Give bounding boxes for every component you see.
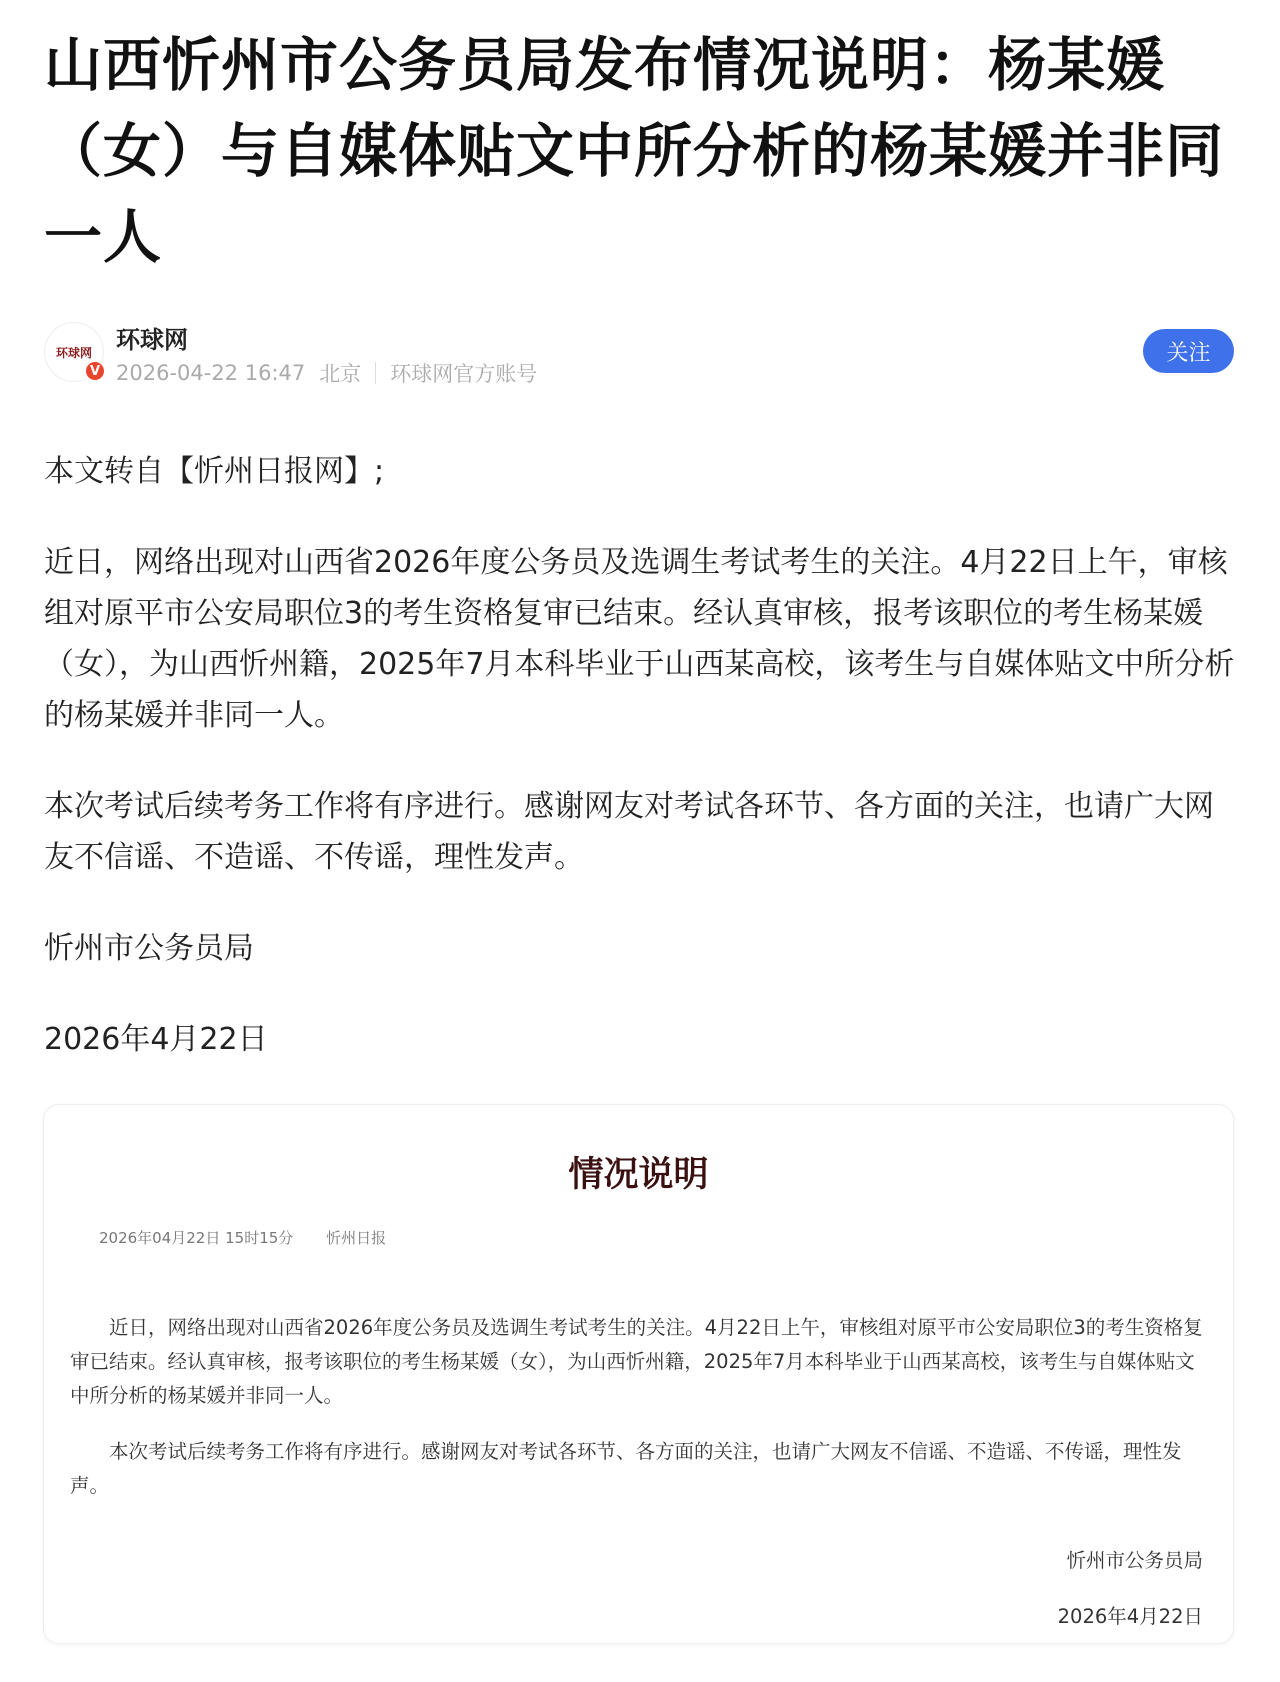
- article-paragraph: 本文转自【忻州日报网】;: [44, 454, 385, 489]
- verified-badge-icon: V: [84, 360, 106, 382]
- notice-body: [70, 1311, 1210, 1525]
- author-name[interactable]: 环球网: [116, 326, 188, 354]
- notice-datetime: 2026年04月22日 15时15分: [99, 1229, 294, 1247]
- author-bar: [44, 318, 1234, 388]
- article-paragraph: 近日，网络出现对山西省2026年度公务员及选调生考试考生的关注。4月22日上午，审核组对原平市公安局职位3的考生资格复审已结束。经认真审核，报考该职位的考生杨某媛（女），为山西忻州籍，2025年7月本科毕业于山西某高校，该考生与自媒体贴文中所分析的杨某媛并非同一人。: [44, 545, 1235, 733]
- publish-location: 北京: [319, 362, 362, 386]
- follow-button[interactable]: 关注: [1143, 329, 1234, 373]
- notice-signature: 忻州市公务员局: [1066, 1549, 1203, 1572]
- article-date: 2026年4月22日: [44, 1022, 268, 1057]
- article-signature: 忻州市公务员局: [44, 931, 254, 966]
- notice-signature-block: [1058, 1533, 1203, 1645]
- author-meta: [116, 358, 537, 388]
- notice-paragraph: 本次考试后续考务工作将有序进行。感谢网友对考试各环节、各方面的关注，也请广大网友不信谣、不造谣、不传谣，理性发声。: [70, 1440, 1182, 1497]
- meta-divider: [375, 362, 376, 384]
- account-description: 环球网官方账号: [390, 362, 538, 386]
- notice-source: 忻州日报: [326, 1229, 387, 1247]
- notice-date: 2026年4月22日: [1057, 1605, 1203, 1628]
- article-body: [44, 446, 1236, 1105]
- article-paragraph: 本次考试后续考务工作将有序进行。感谢网友对考试各环节、各方面的关注，也请广大网友不信谣、不造谣、不传谣，理性发声。: [44, 789, 1214, 875]
- article-title: 山西忻州市公务员局发布情况说明：杨某媛（女）与自媒体贴文中所分析的杨某媛并非同一人: [44, 31, 1225, 271]
- publish-datetime: 2026-04-22 16:47: [116, 361, 306, 385]
- avatar-logo-text: 环球网: [55, 345, 92, 360]
- notice-meta: [99, 1227, 414, 1248]
- notice-title: 情况说明: [568, 1155, 709, 1195]
- notice-paragraph: 近日，网络出现对山西省2026年度公务员及选调生考试考生的关注。4月22日上午，审核组对原平市公安局职位3的考生资格复审已结束。经认真审核，报考该职位的考生杨某媛（女），为山西忻州籍，2025年7月本科毕业于山西某高校，该考生与自媒体贴文中所分析的杨某媛并非同一人。: [70, 1316, 1203, 1407]
- notice-image[interactable]: [43, 1104, 1234, 1644]
